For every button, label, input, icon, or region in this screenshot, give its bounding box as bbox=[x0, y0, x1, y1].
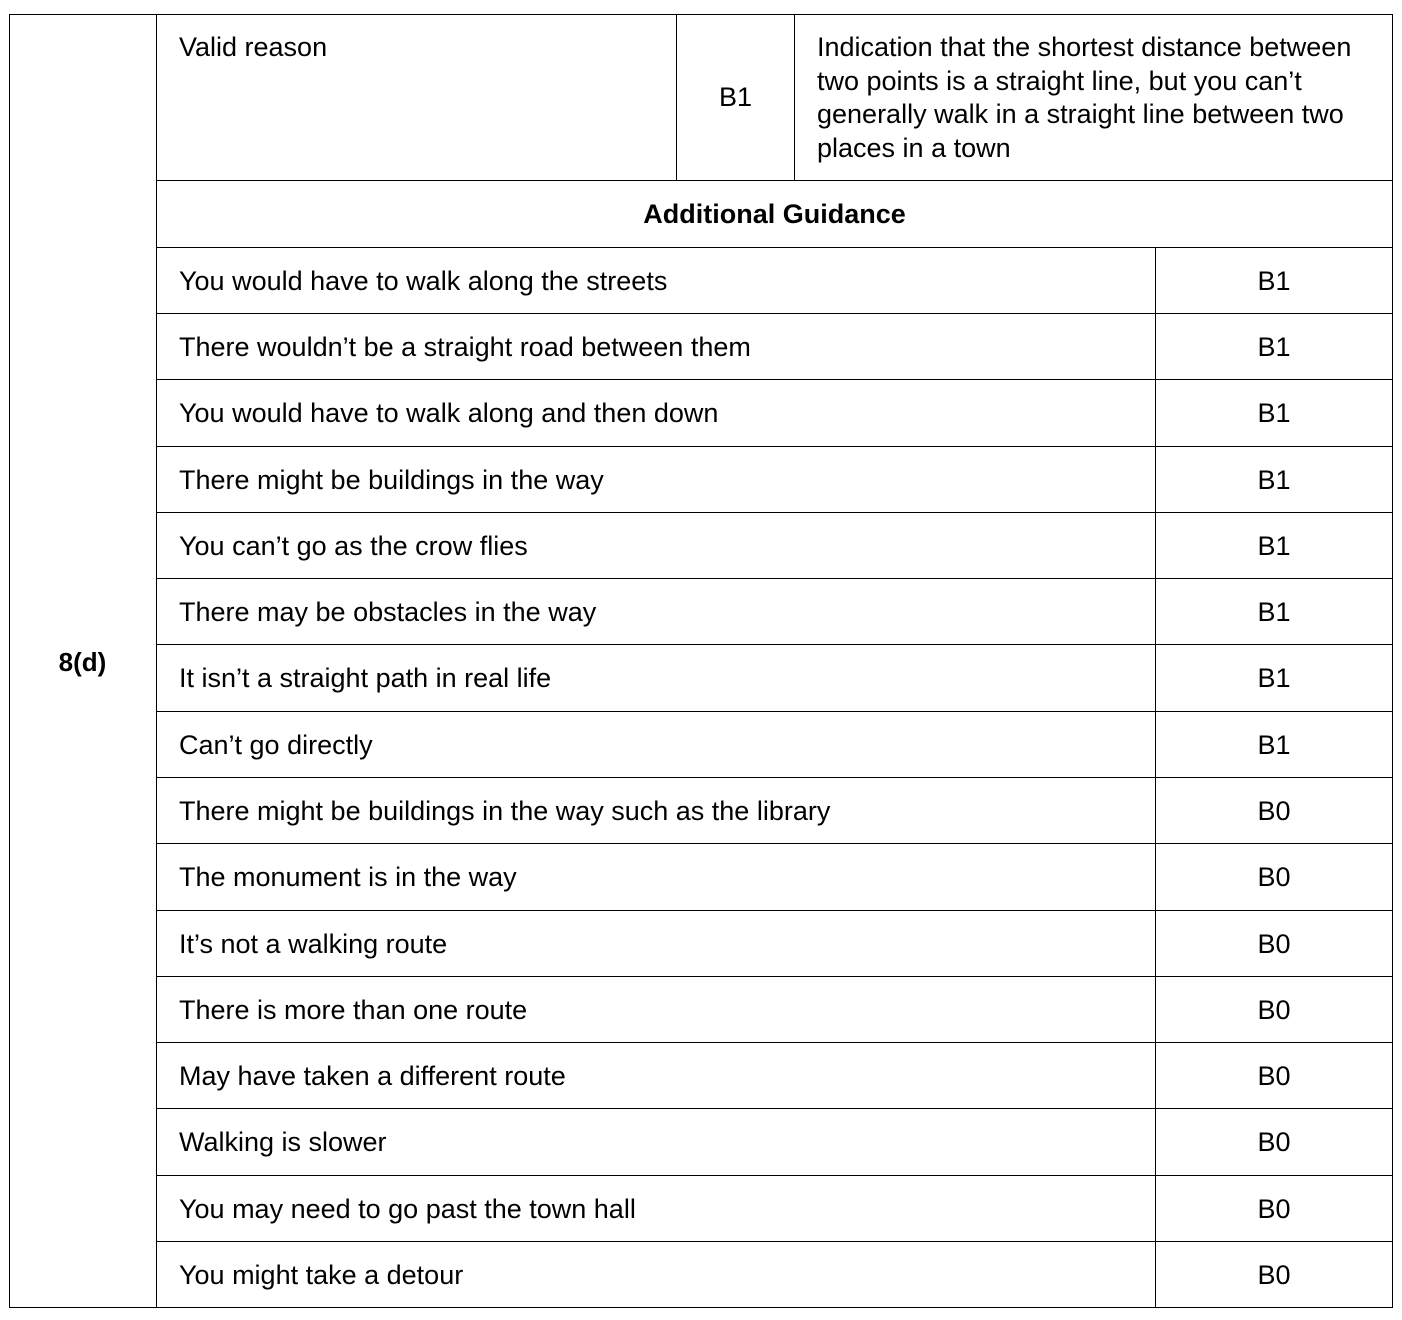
guidance-row-text: Can’t go directly bbox=[179, 730, 373, 760]
guidance-row bbox=[157, 977, 1392, 1043]
guidance-row-mark: B1 bbox=[1257, 398, 1291, 428]
table-right-border bbox=[1392, 14, 1393, 1308]
guidance-row-mark: B0 bbox=[1257, 862, 1291, 892]
guidance-row-mark: B0 bbox=[1257, 1127, 1291, 1157]
guidance-row bbox=[157, 513, 1392, 579]
guidance-row-mark: B0 bbox=[1257, 1260, 1291, 1290]
guidance-row bbox=[157, 712, 1392, 778]
main-comment: Indication that the shortest distance between two points is a straight line, but you can’t generally walk in a straight line between two places in a town bbox=[817, 32, 1352, 163]
guidance-row bbox=[157, 1109, 1392, 1175]
guidance-row-text: May have taken a different route bbox=[179, 1061, 566, 1091]
table-top-border bbox=[9, 14, 1393, 15]
mark-comment-divider bbox=[794, 14, 795, 181]
guidance-row-text: There is more than one route bbox=[179, 995, 528, 1025]
guidance-row bbox=[157, 778, 1392, 844]
guidance-row bbox=[157, 380, 1392, 446]
guidance-row bbox=[157, 1242, 1392, 1308]
guidance-row bbox=[157, 248, 1392, 314]
guidance-row bbox=[157, 844, 1392, 910]
guidance-row bbox=[157, 579, 1392, 645]
guidance-row-mark: B0 bbox=[1257, 796, 1291, 826]
guidance-title: Additional Guidance bbox=[643, 199, 906, 229]
guidance-row-mark: B1 bbox=[1257, 332, 1291, 362]
guidance-row-text: You would have to walk along and then down bbox=[179, 398, 719, 428]
guidance-row-mark: B1 bbox=[1257, 266, 1291, 296]
guidance-row-text: You might take a detour bbox=[179, 1260, 464, 1290]
guidance-row-text: There may be obstacles in the way bbox=[179, 597, 597, 627]
guidance-row bbox=[157, 1043, 1392, 1109]
guidance-row-text: Walking is slower bbox=[179, 1127, 387, 1157]
guidance-row bbox=[157, 314, 1392, 380]
guidance-row-mark: B1 bbox=[1257, 663, 1291, 693]
guidance-row-mark: B1 bbox=[1257, 531, 1291, 561]
guidance-row-text: There wouldn’t be a straight road between them bbox=[179, 332, 751, 362]
guidance-row-text: You would have to walk along the streets bbox=[179, 266, 668, 296]
guidance-row bbox=[157, 911, 1392, 977]
main-mark: B1 bbox=[718, 82, 753, 112]
guidance-row bbox=[157, 1176, 1392, 1242]
guidance-row-mark: B0 bbox=[1257, 929, 1291, 959]
guidance-row-text: You may need to go past the town hall bbox=[179, 1194, 636, 1224]
guidance-row-mark: B0 bbox=[1257, 1061, 1291, 1091]
guidance-row-mark: B0 bbox=[1257, 995, 1291, 1025]
guidance-row-mark: B1 bbox=[1257, 730, 1291, 760]
guidance-row-text: You can’t go as the crow flies bbox=[179, 531, 528, 561]
guidance-row-text: It’s not a walking route bbox=[179, 929, 448, 959]
guidance-row-mark: B1 bbox=[1257, 597, 1291, 627]
main-answer: Valid reason bbox=[179, 32, 328, 62]
guidance-row-text: There might be buildings in the way such as the library bbox=[179, 796, 831, 826]
guidance-row-text: There might be buildings in the way bbox=[179, 465, 604, 495]
guidance-row-mark: B0 bbox=[1257, 1194, 1291, 1224]
guidance-row-mark: B1 bbox=[1257, 465, 1291, 495]
guidance-row-text: It isn’t a straight path in real life bbox=[179, 663, 552, 693]
guidance-row-text: The monument is in the way bbox=[179, 862, 517, 892]
question-number: 8(d) bbox=[58, 647, 107, 677]
guidance-row bbox=[157, 447, 1392, 513]
guidance-row bbox=[157, 645, 1392, 711]
